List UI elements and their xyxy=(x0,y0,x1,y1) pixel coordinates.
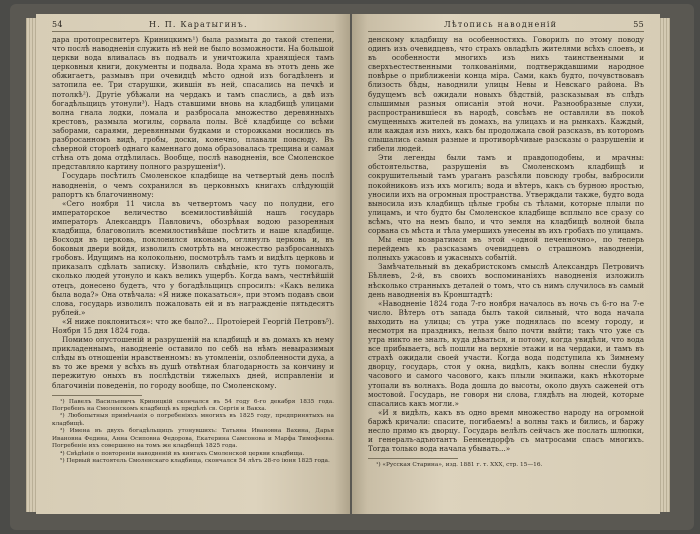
paragraph: денскому кладбищу на особенностяхъ. Говорилъ по этому поводу одинъ изъ очевидцевъ, что страхъ овладѣлъ жителями всѣхъ слоевъ, и въ особенности многихъ изъ нихъ таинственными и сверхъестественными толкованіями, подтверждавшими народное повѣрье о приближеніи конца міра. Сами, какъ будто, почувствовавъ близость бѣды, наводнили улицы Невы и Невскаго района. Въ будущемъ всѣ ожидали новыхъ бѣдствій, разсказывая въ слѣдъ слышимыя разныя описанія этой ночи. Разнообразные слухи, распространившіеся въ народѣ, совсѣмъ не оставляли въ покоѣ смущенныхъ жителей въ домахъ, на улицахъ и на рынкахъ. Каждый, или каждая изъ нихъ, какъ бы продолжала свой разсказъ, въ которомъ слышались самыя разные и противорѣчивые разсказы о разрушеніи и гибели людей. xyxy=(368,35,644,154)
paragraph: Государь посѣтилъ Смоленское кладбище на четвертый день послѣ наводненія, о чемъ сохранился въ церковныхъ книгахъ слѣдующій рапортъ къ благочинному: xyxy=(52,171,334,199)
footnote: ¹) «Русская Старина», изд. 1881 г. т. XXX, стр. 15—16. xyxy=(376,462,543,469)
paragraph: дара протопресвитеръ Криницкимъ¹) была размыта до такой степени, что послѣ наводненія служить нѣ ней не было возможности. На большой церкви вода вливалась въ подвалъ и уничтожила хранящіеся тамъ церковныя книги, документы и подвала. Вода храма въ этотъ день же обжигаетъ, размывъ при очевидцѣ мѣсто одной изъ богадѣленъ и затопила ее. Три старушки, жившія въ ней, спасались на печкѣ и потолкѣ²). Другіе убѣжали на чердакъ и тамъ спаслись, а двѣ изъ богадѣльщицъ утонули³). Надъ ставшими вновь на кладбищѣ улицами волна гнала лодки, ломала и разбросала множество деревянныхъ крестовъ, размыла могилы, сорвала полы. Всё кладбище со всѣми заборами, сараями, деревянными будками и сторожками носились въ разбросанномъ видѣ, гробы, доски, конечно, плавали повсюду. Въ сѣверной сторонѣ однаго каменнаго дома образовалась трещина и самая стѣна отъ дома отдѣлилась. Вообще, послѣ наводненія, все Смоленское представляло картину полного разрушенія⁴). xyxy=(52,35,334,172)
right-body-text xyxy=(368,35,644,453)
left-body-text xyxy=(52,35,334,390)
right-running-head xyxy=(368,20,644,32)
footnote: ³) Имена въ двухъ богадѣльщицъ утонувшихъ: Татьяна Ивановна Вахина, Дарья Ивановна Федина, Анна Осиповна Федорова, Екатерина Самсонова и Марфа Тимофеева. Погребеніе ихъ совершено на томъ же кладбищѣ 1825 года. xyxy=(52,428,334,450)
paragraph: Замѣчательный въ декабристскомъ смыслѣ Александръ Петровичъ Бѣляевъ, 2-й, въ своихъ воспоминаніяхъ наводненія изложилъ нѣсколько странныхъ деталей о томъ, что съ нимъ случилось въ самый день наводненія въ Кронштадтѣ: xyxy=(368,262,644,299)
footnote-rule xyxy=(368,458,458,459)
footnote: ⁵) Первый настоятель Смоленскаго кладбища, скончался 54 лѣтъ 28-го іюня 1825 года. xyxy=(60,457,330,464)
paragraph: «Сего ноября 11 числа въ четвертомъ часу по полудни, его императорское величество всемилостивѣйшій нашъ государь императоръ Александръ Павловичъ, обозрѣвая водою разоренныя кладбища, благоволилъ всемилостивѣйше посѣтить и наше кладбище. Восходя въ церковь, поклонился иконамъ, оглянулъ церковь и, въ боковыя двери войдя, изволилъ смотрѣть на множество разбросанныхъ гробовъ. Идущимъ на колокольню, посмотрѣлъ тамъ и видѣлъ церковь и приказалъ сдѣлать записку. Изволилъ свѣдѣніе, кто тутъ помогалъ, сколько людей утонуло и какъ великъ ущербъ. Когда вамъ, честнѣйшій отецъ, донесено будетъ, что у богадѣльщицъ спросилъ: «Какъ велика была вода?» Она отвѣчала: «Я ниже показаться», при этомъ подавъ свои слова, государь изволилъ пожаловать ей и въ награжденіе пятьдесятъ рублей.» xyxy=(52,198,334,317)
footnote: ¹) Павелъ Васильевичъ Криницкій скончался въ 54 году 6-го декабря 1835 года. Погребенъ на Смоленскомъ кладбищѣ въ придѣлѣ св. Сергія и Вакха. xyxy=(52,398,334,413)
footnote: ²) Любопытныя примѣчанія о погребеніяхъ многихъ въ 1825 году, предпринятыхъ на кладбищѣ. xyxy=(52,413,334,427)
page-number: 55 xyxy=(633,20,644,29)
left-footnotes xyxy=(52,399,334,466)
right-page xyxy=(352,14,660,514)
paragraph: «И я видѣлъ, какъ въ одно время множество народу на огромной баржѣ кричали: спасите, погибаемъ! а волны такъ и бились, и баржу несло прямо къ дворцу. Государь велѣлъ сейчасъ же послать шлюпки, и генералъ-адъютантъ Бенкендорфъ съ матросами спасъ многихъ. Тогда только вода начала убывать...» xyxy=(368,407,644,454)
footnote: ⁴) Свѣдѣнія о повтореніи наводненій въ книгахъ Смоленской церкви кладбища. xyxy=(60,450,305,457)
left-running-head xyxy=(52,20,334,32)
paragraph: Эти легенды были тамъ и правдоподобны, и мрачны: обстоятельства, разрушенія въ Смоленскомъ кладбищѣ и сокрушительный тамъ ураганъ разсѣяли повсюду гробы, выбросили покойниковъ изъ ихъ могилъ; вода и вѣтеръ, какъ съ бурною яростью, уносили ихъ на огромныя пространства. Утверждали также, будто вода выносила изъ кладбищъ цѣлые гробы съ тѣлами, которые плыли по улицамъ, и что будто бы Смоленское кладбище всплыло все сразу со всѣмъ, что на немъ было, и что земля на кладбищѣ волной была сорвана съ мѣста и тѣла умершихъ унесены въ ихъ гробахъ по улицамъ. xyxy=(368,153,644,235)
paragraph: «Наводненіе 1824 года 7-го ноября началось въ ночь съ 6-го на 7-е число. Вѣтеръ отъ запада былъ такой сильный, что вода начала выходить на улицы; съ утра уже поднялась по всему городу, и несмотря на праздникъ, нельзя было почти выйти; такъ что уже съ утра никто не зналъ, куда дѣваться, и потому, когда увидѣли, что вода все прибываетъ, всѣ пошли на верхніе этажи и на чердаки, и тамъ въ страхѣ ожидали своей участи. Когда вода подступила къ Зимнему дворцу, государь, стоя у окна, видѣлъ, какъ волны снесли будку часового и самого часового, какъ плыли экипажи, какъ нѣкоторые утопали въ волнахъ. Вода дошла до высоты, около двухъ саженей отъ мостовой. Государь, не говоря ни слова, глядѣлъ на людей, которые спасались какъ могли.» xyxy=(368,298,644,408)
right-footnotes xyxy=(368,462,644,469)
paragraph: Мы еще возвратимся въ этой «одной печенночно», по теперь перейдемъ къ разсказамъ очевидцевъ о страшномъ наводненіи, полныхъ ужасовъ и ужасныхъ событій. xyxy=(368,235,644,263)
running-title: Н. П. Каратыгинъ. xyxy=(149,20,248,29)
paragraph: «Я ниже поклониться»: что же было?... Протоіерей Георгій Петровъ⁵). Ноября 15 дня 1824 года. xyxy=(52,316,334,335)
paragraph: Помимо опустошеній и разрушеній на кладбищѣ и въ домахъ къ нему прикладеннымъ, наводненіе оставило по себѣ на нѣмъ невыразимыя слѣды въ отношеніи нравственномъ: въ утомленіи, озлобленности духа, а въ то же время у всѣхъ въ душѣ отвѣтная благодарность за кончину и пережитую оныхъ въ послѣдствіи тяжелыхъ дней, исправленіи и благочиніи поведенія, по городу вообще, по Смоленскому. xyxy=(52,335,334,390)
left-page xyxy=(36,14,350,514)
page-number: 54 xyxy=(52,20,63,29)
footnote-rule xyxy=(52,395,142,396)
running-title: Лѣтопись наводненій xyxy=(443,20,558,29)
